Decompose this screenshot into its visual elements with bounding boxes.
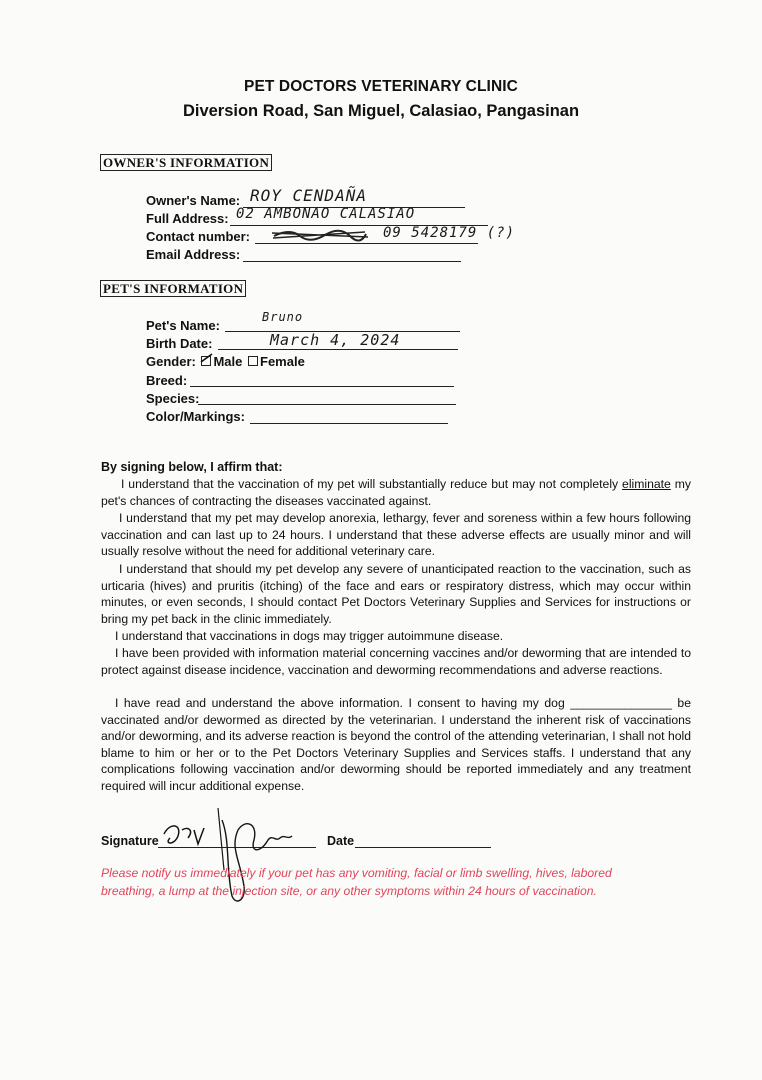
pet-name-value[interactable]: Bruno [262, 310, 304, 324]
birth-date-label: Birth Date: [146, 336, 213, 351]
species-label: Species: [146, 391, 200, 406]
owner-section-title: OWNER'S INFORMATION [100, 154, 272, 171]
color-markings-line[interactable] [250, 423, 448, 424]
paragraph-2: I understand that my pet may develop anorexia, lethargy, fever and soreness within a few hours following vaccination and can last up to 24 hours. I understand that these adverse effects are usually minor and will usually resolve without the need for additional veterinary care. [101, 511, 691, 559]
clinic-name: PET DOCTORS VETERINARY CLINIC [244, 78, 518, 95]
pet-section-title: PET'S INFORMATION [100, 280, 246, 297]
gender-field [146, 354, 305, 370]
paragraph-6: I have read and understand the above information. I consent to having my dog _______________ be vaccinated and/or dewormed as directed by the veterinarian. I understand the inherent risk of vaccinations and/or deworming, and its adverse reaction is beyond the control of the attending veterinarian, I shall not hold blame to him or her or to the Pet Doctors Veterinary Supplies and Services staffs. I understand that any complications following vaccination and/or deworming should be reported immediately and any treatment required will incur additional expense. [101, 696, 691, 793]
owner-name-label: Owner's Name: [146, 193, 241, 208]
eliminate-word: eliminate [622, 477, 671, 491]
male-checkbox[interactable] [201, 356, 211, 366]
pet-name-label: Pet's Name: [146, 318, 220, 333]
male-option-label: Male [213, 354, 243, 369]
paragraph-1-start: I understand that the vaccination of my pet will substantially reduce but may not completely [121, 477, 623, 491]
paragraph-4: I understand that vaccinations in dogs may trigger autoimmune disease. [115, 629, 504, 643]
scribbled-out-number [270, 226, 370, 244]
owner-name-value[interactable]: ROY CENDAÑA [250, 186, 367, 205]
paragraph-5: I have been provided with information material concerning vaccines and/or deworming that are intended to protect against disease incidence, vaccination and deworming recommendations and adverse reactions. [101, 646, 691, 677]
birth-date-value[interactable]: March 4, 2024 [270, 331, 401, 349]
female-checkbox[interactable] [248, 356, 258, 366]
address-label: Full Address: [146, 211, 229, 226]
paragraph-1 [101, 476, 691, 509]
notice-text: Please notify us immediately if your pet has any vomiting, facial or limb swelling, hives, labored breathing, a lump at the injection site, or any other symptoms within 24 hours of vaccination. [101, 866, 612, 898]
breed-line[interactable] [190, 386, 454, 387]
contact-label: Contact number: [146, 229, 250, 244]
check-mark-icon [200, 353, 214, 365]
affirmation-title: By signing below, I affirm that: [101, 460, 283, 474]
birth-date-line [218, 349, 458, 350]
species-line[interactable] [198, 404, 456, 405]
address-value[interactable]: 02 AMBONAO CALASIAO [236, 206, 416, 222]
signature-label: Signature [101, 834, 159, 848]
contact-value[interactable]: 09 5428179 (?) [383, 225, 516, 241]
gender-label: Gender: [146, 354, 196, 369]
breed-label: Breed: [146, 373, 188, 388]
color-markings-label: Color/Markings: [146, 409, 245, 424]
email-line [243, 261, 461, 262]
date-line[interactable] [355, 847, 491, 848]
date-label: Date [327, 834, 355, 848]
female-option-label: Female [260, 354, 305, 369]
email-label: Email Address: [146, 247, 241, 262]
paragraph-3: I understand that should my pet develop any severe of unanticipated reaction to the vaccination, such as urticaria (hives) and pruritis (itching) of the face and ears or respiratory distress, which may occur within minutes, or even seconds, I should contact Pet Doctors Veterinary Supplies and Services for instructions or bring my pet back in the clinic immediately. [101, 562, 691, 626]
paragraph-1-end: my pet's chances of contracting the diseases vaccinated against. [101, 477, 691, 508]
clinic-address: Diversion Road, San Miguel, Calasiao, Pangasinan [182, 102, 580, 120]
